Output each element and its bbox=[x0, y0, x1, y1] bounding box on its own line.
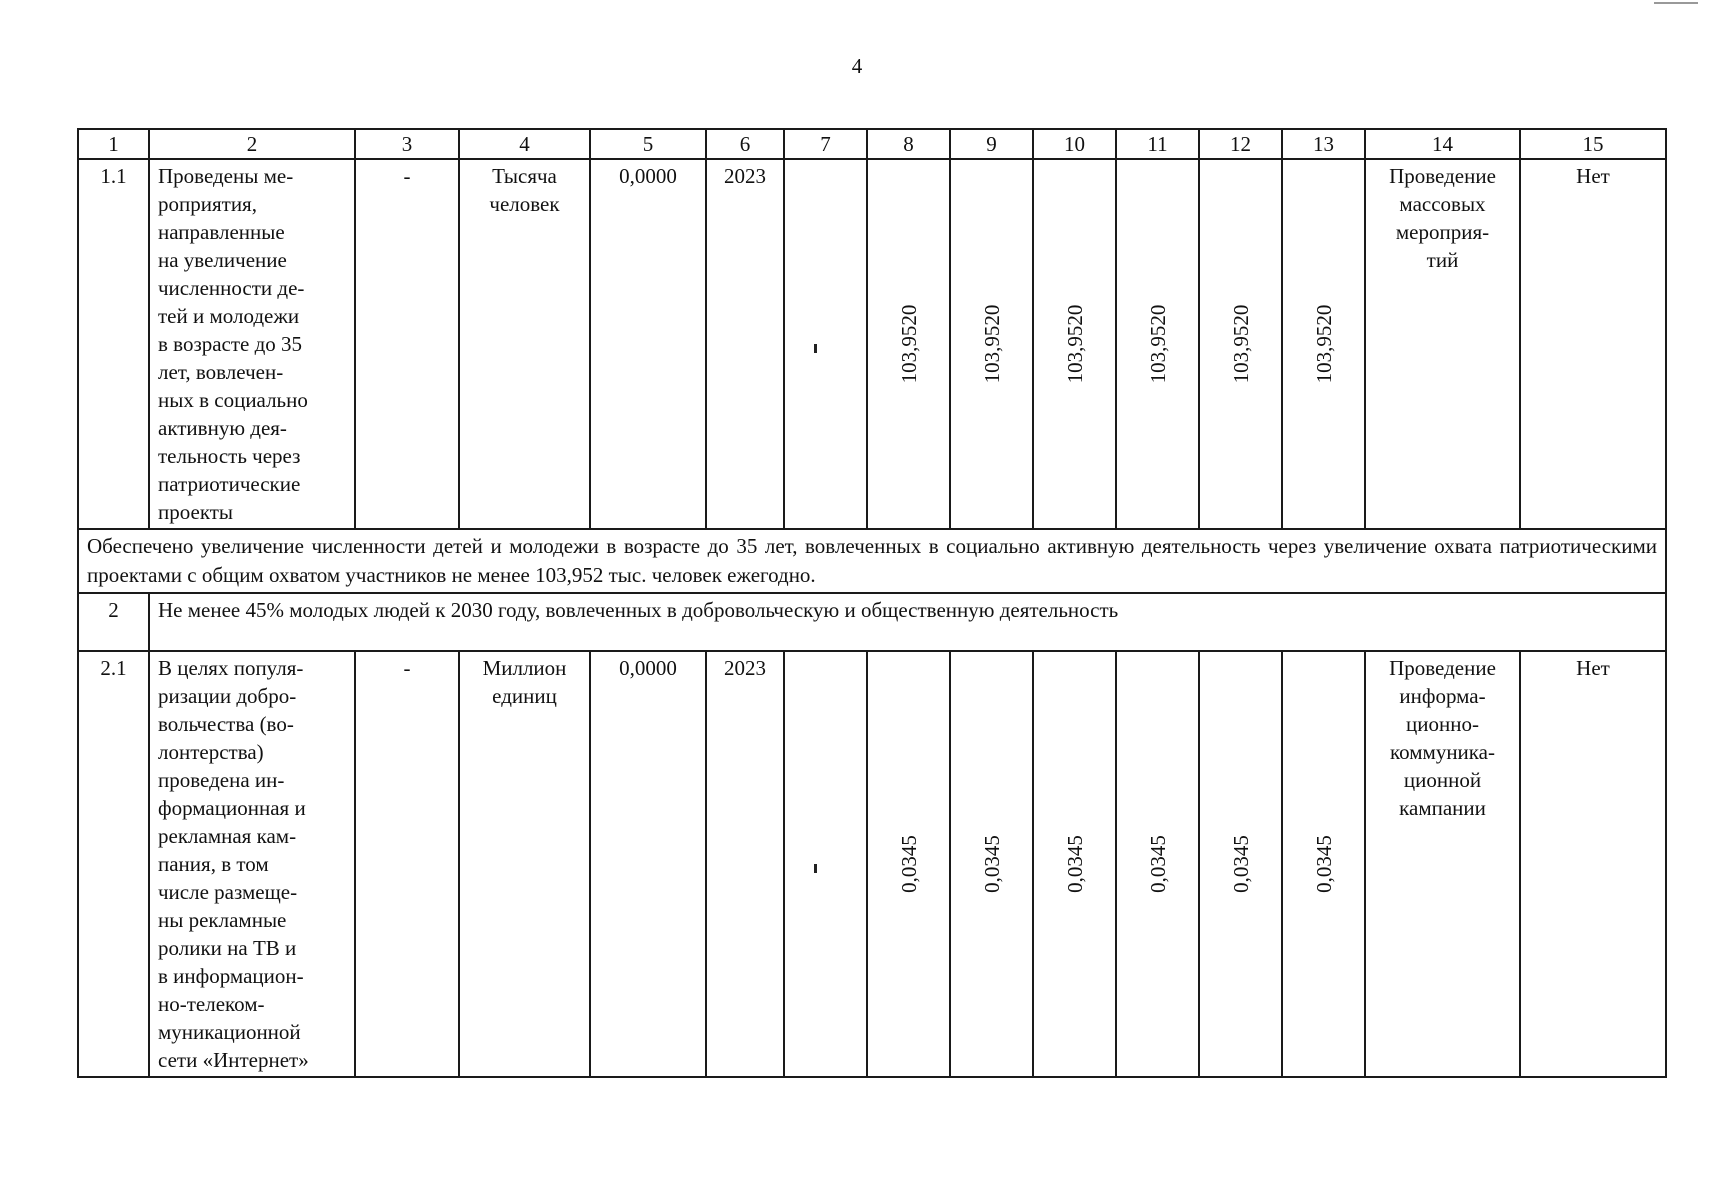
action-line: ционно- bbox=[1406, 712, 1479, 736]
page-number: 4 bbox=[851, 54, 863, 78]
row-description bbox=[149, 651, 355, 1077]
year-value-cell bbox=[1199, 159, 1282, 529]
table-row bbox=[78, 159, 1666, 529]
header-cell: 7 bbox=[784, 129, 867, 159]
description-line: ролики на ТВ и bbox=[158, 936, 297, 960]
action-cell bbox=[1365, 159, 1520, 529]
unit-line: человек bbox=[489, 192, 560, 216]
base-year-cell: 2023 bbox=[706, 159, 784, 529]
row-number: 2.1 bbox=[78, 651, 149, 1077]
year-value-cell bbox=[1199, 651, 1282, 1077]
description-line: В целях популя- bbox=[158, 656, 304, 680]
description-line: в информацион- bbox=[158, 964, 304, 988]
header-cell: 1 bbox=[78, 129, 149, 159]
corner-mark bbox=[1654, 2, 1698, 4]
base-value-cell: 0,0000 bbox=[590, 159, 706, 529]
action-line: информа- bbox=[1399, 684, 1486, 708]
year-value: 103,9520 bbox=[979, 304, 1004, 384]
row-description bbox=[149, 159, 355, 529]
header-cell: 9 bbox=[950, 129, 1033, 159]
action-line: Проведение bbox=[1389, 656, 1496, 680]
description-line: в возрасте до 35 bbox=[158, 332, 303, 356]
description-line: на увеличение bbox=[158, 248, 287, 272]
description-line: ных в социально bbox=[158, 388, 308, 412]
year-value: 103,9520 bbox=[1145, 304, 1170, 384]
description-line: рекламная кам- bbox=[158, 824, 297, 848]
action-cell bbox=[1365, 651, 1520, 1077]
description-line: формационная и bbox=[158, 796, 306, 820]
col3-cell: - bbox=[355, 159, 459, 529]
header-cell: 12 bbox=[1199, 129, 1282, 159]
year-value: 0,0345 bbox=[1145, 835, 1170, 893]
action-line: коммуника- bbox=[1390, 740, 1495, 764]
header-cell: 11 bbox=[1116, 129, 1199, 159]
header-cell: 3 bbox=[355, 129, 459, 159]
header-cell: 15 bbox=[1520, 129, 1666, 159]
description-line: проекты bbox=[158, 500, 234, 524]
year-value: 0,0345 bbox=[979, 835, 1004, 893]
tick-mark bbox=[814, 864, 817, 873]
description-line: численности де- bbox=[158, 276, 305, 300]
description-line: числе размеще- bbox=[158, 880, 298, 904]
year-value: 103,9520 bbox=[1311, 304, 1336, 384]
base-value-cell: 0,0000 bbox=[590, 651, 706, 1077]
year-value-cell bbox=[867, 651, 950, 1077]
goal-text: Не менее 45% молодых людей к 2030 году, вовлеченных в добровольческую и общественную деятельность bbox=[149, 593, 1666, 651]
year-value: 0,0345 bbox=[896, 835, 921, 893]
summary-row bbox=[78, 529, 1666, 593]
year-value-cell bbox=[950, 651, 1033, 1077]
description-line: активную дея- bbox=[158, 416, 287, 440]
year-value-cell bbox=[950, 159, 1033, 529]
header-cell: 5 bbox=[590, 129, 706, 159]
description-line: пания, в том bbox=[158, 852, 269, 876]
description-line: роприятия, bbox=[158, 192, 257, 216]
unit-cell bbox=[459, 651, 590, 1077]
year-value-cell bbox=[867, 159, 950, 529]
year-value: 103,9520 bbox=[896, 304, 921, 384]
header-cell: 6 bbox=[706, 129, 784, 159]
action-line: кампании bbox=[1399, 796, 1486, 820]
year-value: 0,0345 bbox=[1062, 835, 1087, 893]
header-cell: 10 bbox=[1033, 129, 1116, 159]
year-value-cell bbox=[1282, 651, 1365, 1077]
description-line: вольчества (во- bbox=[158, 712, 294, 736]
tick-mark bbox=[814, 344, 817, 353]
description-line: муникационной bbox=[158, 1020, 301, 1044]
year-value-cell bbox=[1282, 159, 1365, 529]
description-line: направленные bbox=[158, 220, 285, 244]
year-value: 0,0345 bbox=[1228, 835, 1253, 893]
header-cell: 13 bbox=[1282, 129, 1365, 159]
description-line: Проведены ме- bbox=[158, 164, 294, 188]
action-line: мероприя- bbox=[1395, 220, 1490, 244]
action-line: ционной bbox=[1403, 768, 1482, 792]
action-line: массовых bbox=[1399, 192, 1486, 216]
unit-line: Миллион bbox=[482, 656, 567, 680]
row-number: 1.1 bbox=[78, 159, 149, 529]
goal-row bbox=[78, 593, 1666, 651]
description-line: лонтерства) bbox=[158, 740, 264, 764]
header-row bbox=[78, 129, 1666, 159]
year-value: 103,9520 bbox=[1228, 304, 1253, 384]
header-cell: 8 bbox=[867, 129, 950, 159]
description-line: тей и молодежи bbox=[158, 304, 300, 328]
description-line: ризации добро- bbox=[158, 684, 297, 708]
description-line: но-телеком- bbox=[158, 992, 265, 1016]
header-cell: 14 bbox=[1365, 129, 1520, 159]
description-line: тельность через bbox=[158, 444, 301, 468]
unit-cell bbox=[459, 159, 590, 529]
description-line: ны рекламные bbox=[158, 908, 287, 932]
col7-cell bbox=[784, 159, 867, 529]
description-line: сети «Интернет» bbox=[158, 1048, 309, 1072]
unit-line: Тысяча bbox=[492, 164, 557, 188]
year-value: 103,9520 bbox=[1062, 304, 1087, 384]
header-cell: 4 bbox=[459, 129, 590, 159]
description-line: лет, вовлечен- bbox=[158, 360, 284, 384]
year-value-cell bbox=[1116, 651, 1199, 1077]
description-line: патриотические bbox=[158, 472, 301, 496]
description-line: проведена ин- bbox=[158, 768, 285, 792]
header-cell: 2 bbox=[149, 129, 355, 159]
indicators-table bbox=[77, 128, 1667, 1078]
year-value-cell bbox=[1033, 651, 1116, 1077]
action-line: Проведение bbox=[1389, 164, 1496, 188]
action-line: тий bbox=[1426, 248, 1459, 272]
table-row bbox=[78, 651, 1666, 1077]
year-value-cell bbox=[1116, 159, 1199, 529]
goal-number: 2 bbox=[78, 593, 149, 651]
year-value: 0,0345 bbox=[1311, 835, 1336, 893]
unit-line: единиц bbox=[492, 684, 557, 708]
col3-cell: - bbox=[355, 651, 459, 1077]
col15-cell: Нет bbox=[1520, 651, 1666, 1077]
year-value-cell bbox=[1033, 159, 1116, 529]
col7-cell bbox=[784, 651, 867, 1077]
base-year-cell: 2023 bbox=[706, 651, 784, 1077]
col15-cell: Нет bbox=[1520, 159, 1666, 529]
summary-text: Обеспечено увеличение численности детей и молодежи в возрасте до 35 лет, вовлеченных в социально активную деятельность через увеличение охвата патриотическими проектами с общим охватом участников не менее 103,952 тыс. человек ежегодно. bbox=[78, 529, 1666, 593]
